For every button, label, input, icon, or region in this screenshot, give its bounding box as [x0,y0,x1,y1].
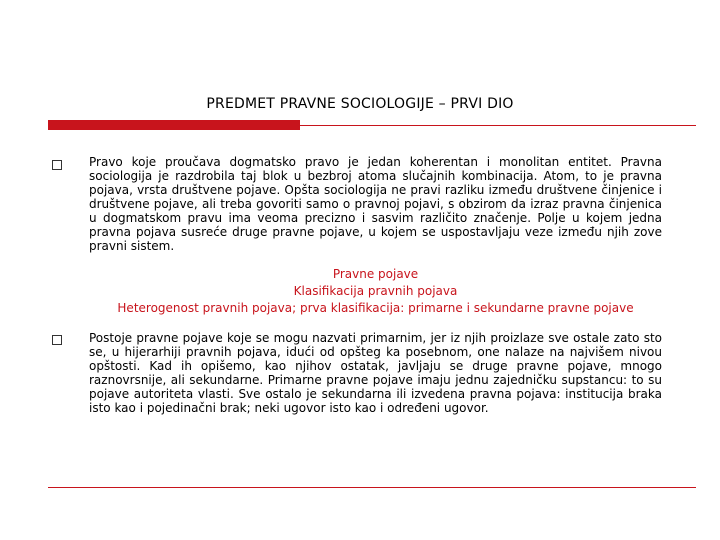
slide-title: PREDMET PRAVNE SOCIOLOGIJE – PRVI DIO [206,96,514,112]
title-divider-line [48,125,696,126]
footer-divider-line [48,487,696,488]
bullet-paragraph-2: Postoje pravne pojave koje se mogu nazvati primarnim, jer iz njih proizlaze sve ostale zato sto se, u hijerarhiji pravnih pojava, idući od opšteg ka posebnom, one nalaze na najvišem nivou opštosti. Kad ih opišemo, kao njihov ostatak, javljaju se druge pravne pojave, mnogo raznovrsnije, ali sekundarne. Primarne pravne pojave imaju jednu zajedničku supstancu: to su pojave autoriteta vlasti. Sve ostalo je sekundarna ili izvedena pravna pojava: institucija braka isto kao i pojedinačni brak; neki ugovor isto kao i određeni ugovor. [89,331,662,415]
center-heading-heterogenost: Heterogenost pravnih pojava; prva klasifikacija: primarne i sekundarne pravne pojave [117,301,634,315]
bullet-paragraph-1: Pravo koje proučava dogmatsko pravo je jedan koherentan i monolitan entitet. Pravna sociologija je razdrobila taj blok u bezbroj atoma slučajnih kombinacija. Atom, to je pravna pojava, vrsta društvene pojave. Opšta sociologija ne pravi razliku između društvene činjenice i društvene pojave, ali treba govoriti samo o pravnoj pojavi, s obzirom da izraz pravna činjenica u dogmatskom pravu ima veoma precizno i sasvim različito značenje. Polje u kojem jedna pravna pojava susreće druge pravne pojave, u kojem se uspostavljaju veze između njih zove pravni sistem. [89,155,662,253]
center-heading-pravne-pojave: Pravne pojave [332,267,419,281]
square-bullet-icon [52,160,62,170]
square-bullet-icon [52,335,62,345]
center-heading-klasifikacija: Klasifikacija pravnih pojava [293,284,458,298]
